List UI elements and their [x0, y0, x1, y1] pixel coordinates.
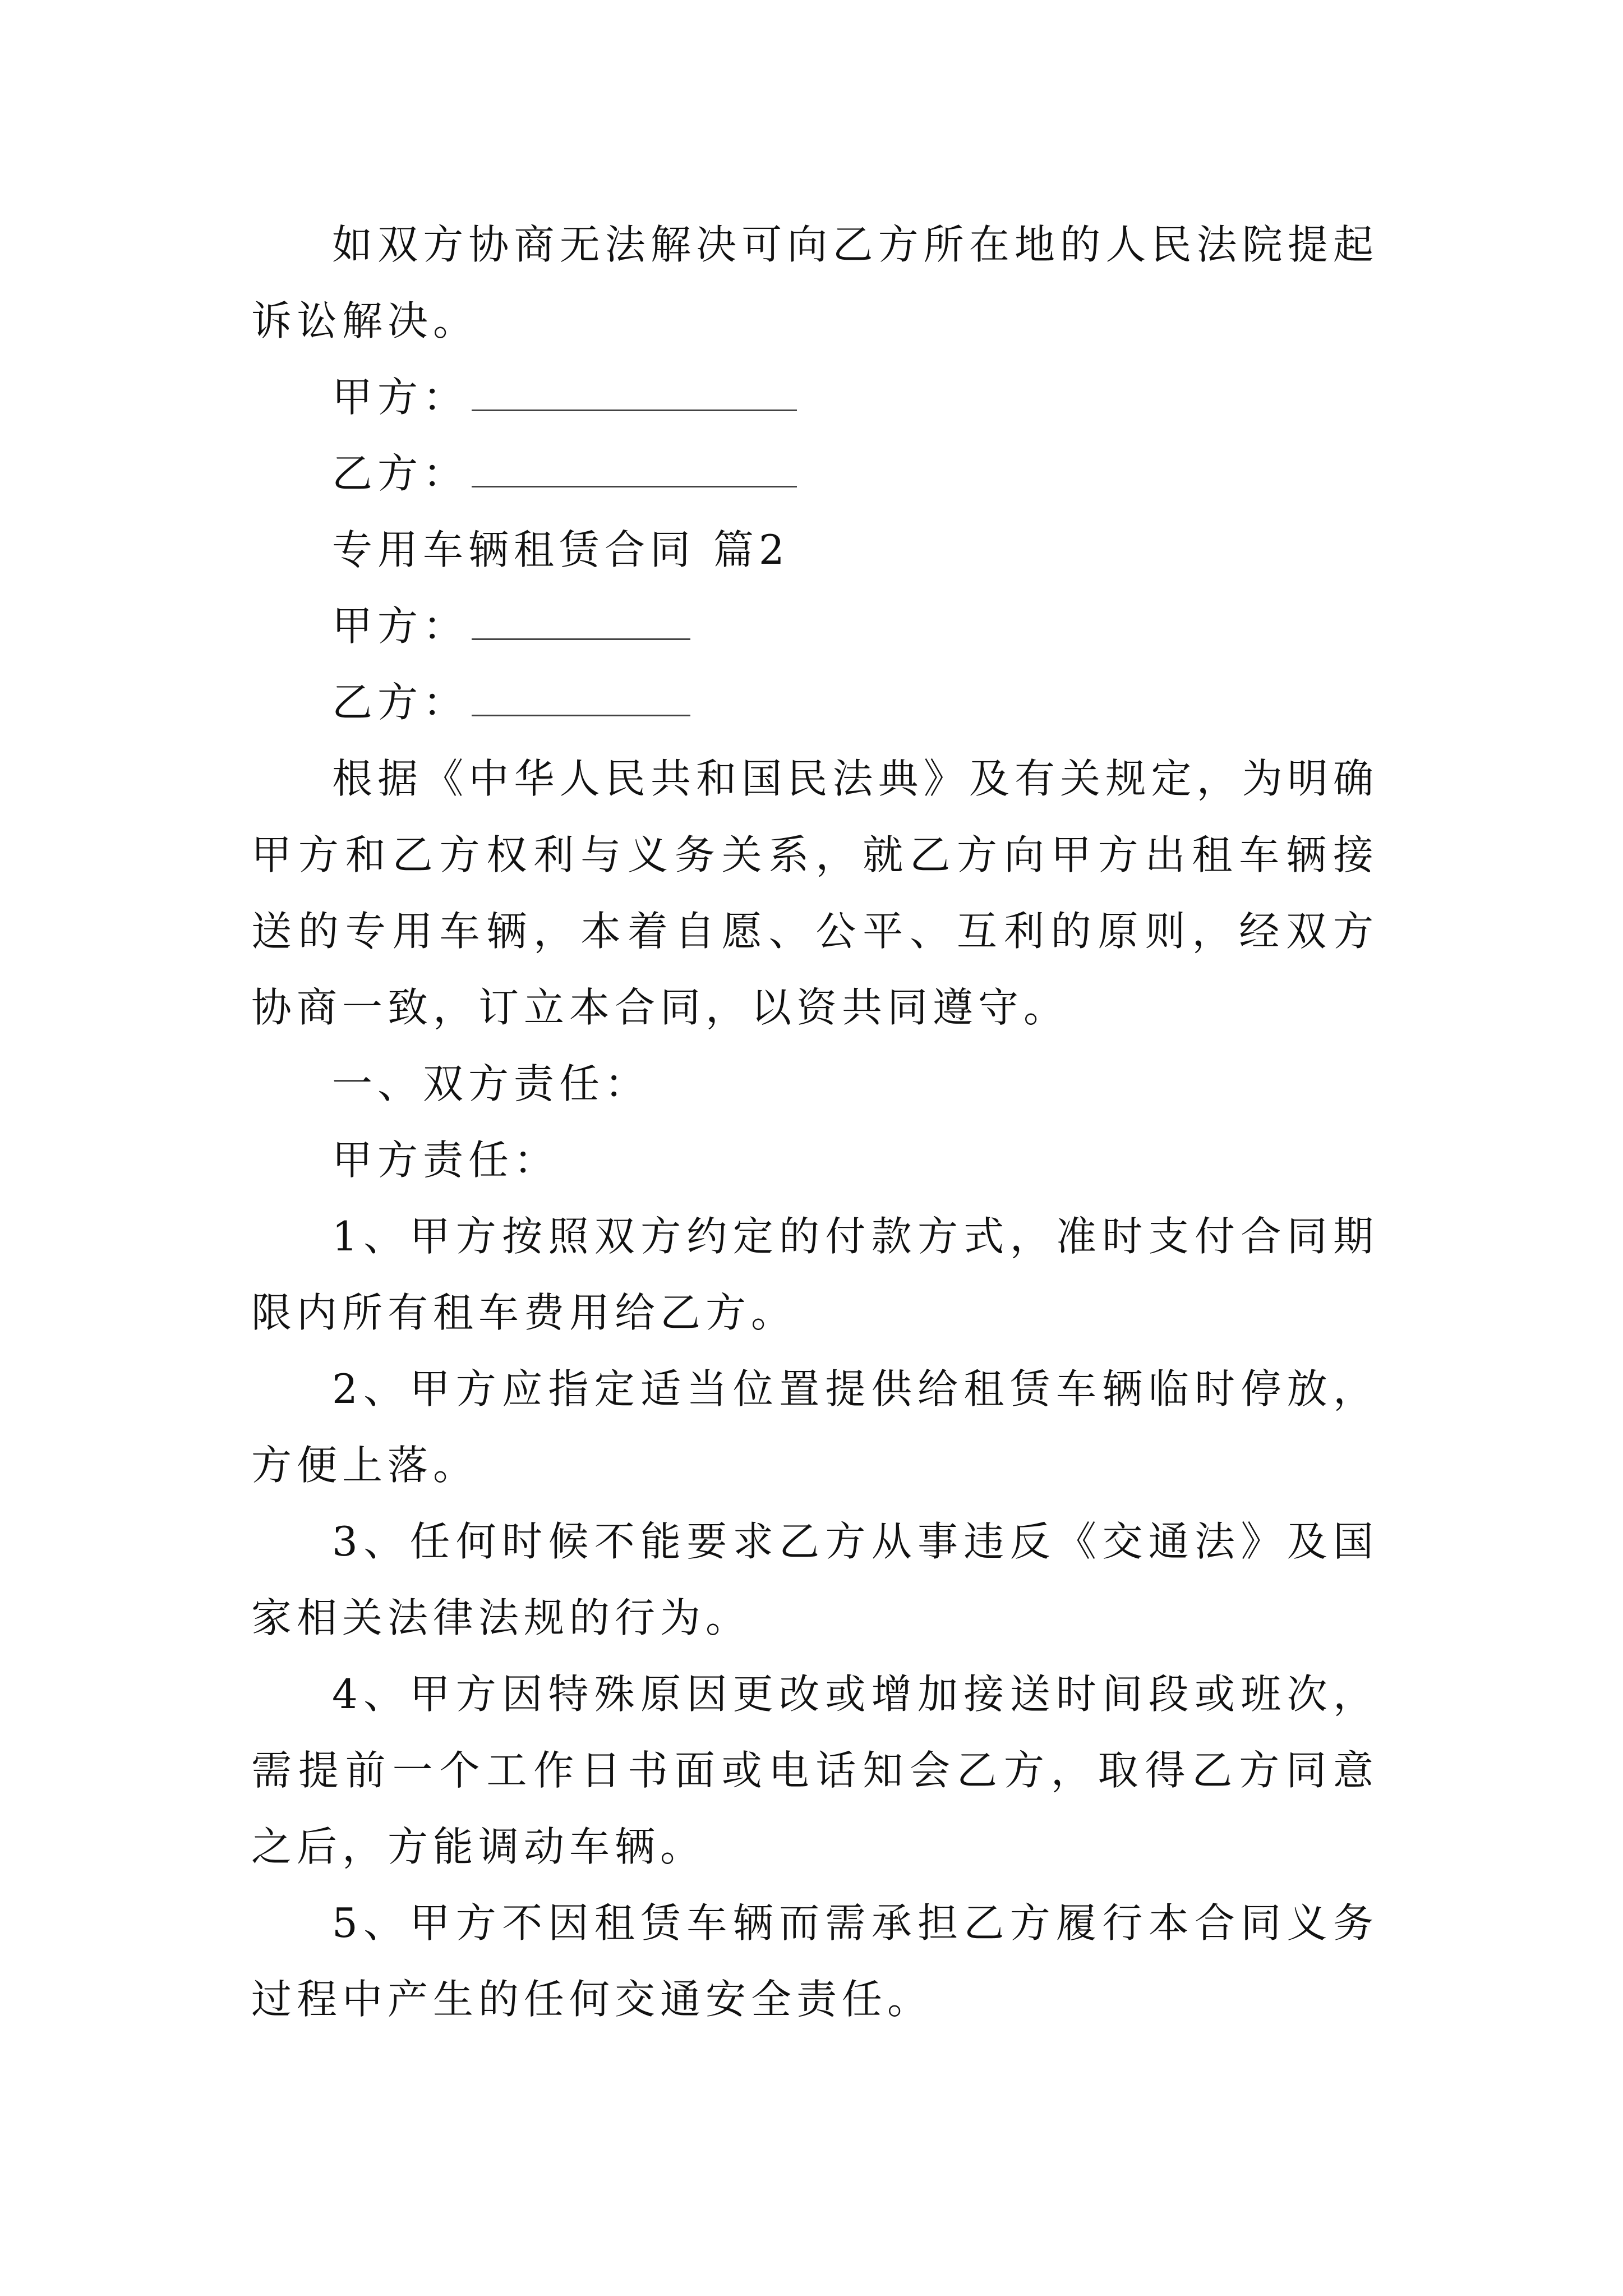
party-b-signature-line-1 — [251, 435, 1378, 512]
preamble-paragraph: 根据《中华人民共和国民法典》及有关规定，为明确甲方和乙方权利与义务关系，就乙方向甲方出租车辆接送的专用车辆，本着自愿、公平、互利的原则，经双方协商一致，订立本合同，以资共同遵守。 — [251, 755, 1378, 1031]
party-blank — [472, 708, 690, 716]
clause-item: 2、甲方应指定适当位置提供给租赁车辆临时停放，方便上落。 — [251, 1365, 1378, 1489]
party-b-label: 乙方： — [332, 450, 469, 497]
party-a-line-2 — [251, 588, 1378, 664]
intro-paragraph: 如双方协商无法解决可向乙方所在地的人民法院提起诉讼解决。 — [251, 221, 1378, 344]
section-title: 专用车辆租赁合同 篇2 — [332, 526, 790, 573]
signature-blank — [472, 403, 797, 411]
party-a-signature-line-1 — [251, 359, 1378, 435]
party-blank — [472, 632, 690, 640]
clause-heading: 一、双方责任： — [332, 1060, 651, 1107]
clause-item: 1、甲方按照双方约定的付款方式，准时支付合同期限内所有租车费用给乙方。 — [251, 1213, 1378, 1336]
signature-blank — [472, 479, 797, 487]
clause-item: 5、甲方不因租赁车辆而需承担乙方履行本合同义务过程中产生的任何交通安全责任。 — [251, 1899, 1378, 2023]
party-a-label: 甲方： — [332, 374, 469, 421]
clause-item: 4、甲方因特殊原因更改或增加接送时间段或班次，需提前一个工作日书面或电话知会乙方，取得乙方同意之后，方能调动车辆。 — [251, 1671, 1378, 1870]
party-b-label: 乙方： — [332, 679, 469, 726]
document-body — [251, 206, 1378, 2037]
party-a-label: 甲方： — [332, 602, 469, 650]
sub-heading: 甲方责任： — [332, 1137, 560, 1184]
party-b-line-2 — [251, 664, 1378, 740]
clause-item: 3、任何时候不能要求乙方从事违反《交通法》及国家相关法律法规的行为。 — [251, 1518, 1378, 1641]
